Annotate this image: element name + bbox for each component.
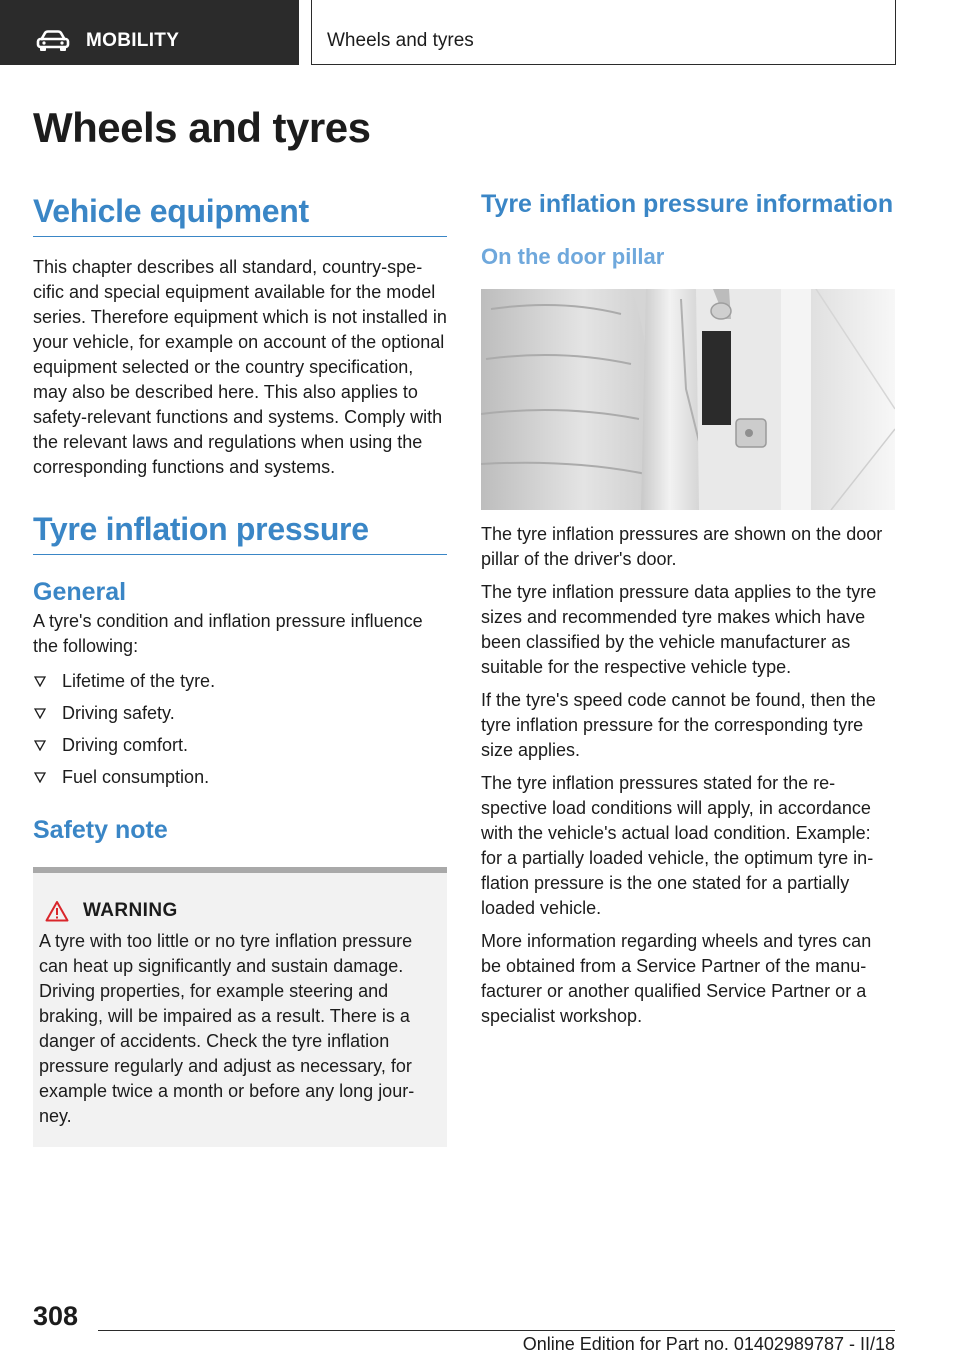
- heading-tyre-pressure-information: Tyre inflation pressure information: [481, 190, 894, 218]
- list-item-label: Fuel consumption.: [62, 767, 210, 787]
- page-title: Wheels and tyres: [33, 104, 371, 151]
- list-item: [33, 761, 447, 793]
- list-item-label: Lifetime of the tyre.: [62, 671, 216, 691]
- triangle-bullet-icon: [34, 772, 46, 783]
- warning-box: [33, 867, 447, 1147]
- header-chapter-box: [311, 0, 896, 65]
- list-item: [33, 665, 447, 697]
- heading-vehicle-equipment: Vehicle equipment: [33, 190, 447, 237]
- section-label: MOBILITY: [86, 30, 180, 51]
- warning-triangle-icon: [45, 900, 69, 922]
- footer-rule: [98, 1330, 895, 1331]
- list-item-label: Driving comfort.: [62, 735, 189, 755]
- heading-safety-note: Safety note: [33, 816, 168, 844]
- right-paragraph: More information regarding wheels and tyres can be obtained from a Service Partner of the manufacturer or another qualified Service Partner or a specialist workshop.: [481, 931, 872, 1026]
- right-paragraph: The tyre inflation pressures are shown on the door pillar of the driver's door.: [481, 524, 883, 569]
- door-pillar-illustration: [481, 289, 895, 510]
- right-column: [481, 190, 895, 1029]
- chapter-title: Wheels and tyres: [327, 30, 474, 51]
- triangle-bullet-icon: [34, 708, 46, 719]
- vehicle-equipment-body: This chapter describes all standard, country-specific and special equipment available for the model series. Therefore equipment which is not installed in your vehicle, for example on account of the optional equipment selected or the country specification, may also be described here. This also applies to safety-relevant functions and systems. Comply with the relevant laws and regulations when using the corresponding functions and systems.: [33, 257, 447, 477]
- heading-tyre-inflation-pressure: Tyre inflation pressure: [33, 508, 447, 555]
- page-number: 308: [33, 1301, 79, 1331]
- triangle-bullet-icon: [34, 740, 46, 751]
- influence-list: [33, 665, 447, 793]
- right-paragraph: The tyre inflation pressure data applies to the tyre sizes and recommended tyre makes which have been classified by the vehicle manufacturer as suitable for the respective vehicle type.: [481, 582, 877, 677]
- header-section-tab: [0, 0, 299, 65]
- list-item-label: Driving safety.: [62, 703, 175, 723]
- list-item: [33, 729, 447, 761]
- right-paragraph: The tyre inflation pressures stated for the respective load conditions will apply, in accordance with the vehicle's actual load condition. Example: for a partially loaded vehicle, the optimum tyre inflation pressure is the one stated for a partially loaded vehicle.: [481, 773, 874, 918]
- heading-general: General: [33, 578, 127, 606]
- edition-text: Online Edition for Part no. 01402989787 - II/18: [522, 1334, 895, 1354]
- triangle-bullet-icon: [34, 676, 46, 687]
- car-icon: [36, 30, 70, 52]
- right-paragraph: If the tyre's speed code cannot be found, then the tyre inflation pressure for the corresponding tyre size applies.: [481, 690, 876, 760]
- warning-header: [39, 897, 439, 925]
- heading-door-pillar: On the door pillar: [481, 244, 665, 269]
- general-body: A tyre's condition and inflation pressure influence the following:: [33, 611, 423, 656]
- list-item: [33, 697, 447, 729]
- warning-body: A tyre with too little or no tyre inflation pressure can heat up significantly and sustain damage. Driving properties, for example steering and braking, will be impaired as a result. There is a danger of accidents. Check the tyre inflation pressure regularly and adjust as necessary, for example twice a month or before any long journey.: [39, 931, 415, 1126]
- left-column: [33, 190, 447, 1147]
- door-pillar-figure: [481, 289, 895, 510]
- warning-label: WARNING: [83, 900, 178, 921]
